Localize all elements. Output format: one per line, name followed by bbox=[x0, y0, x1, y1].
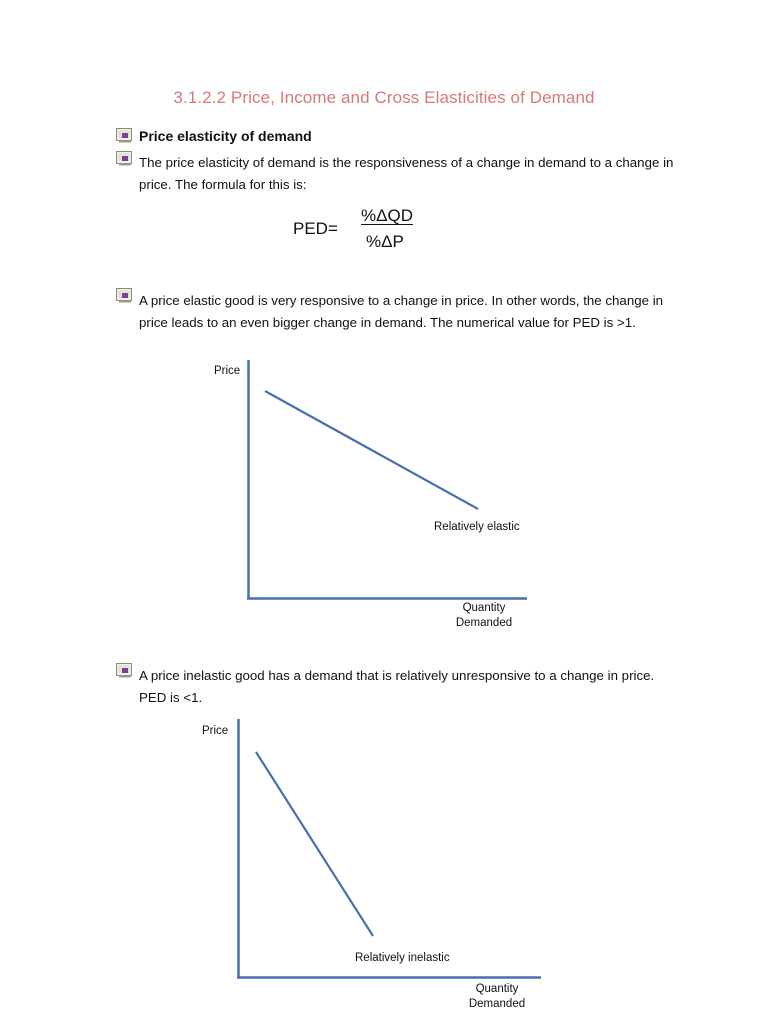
elastic-x-axis-label-line2: Demanded bbox=[455, 617, 513, 629]
inelastic-x-axis-label bbox=[465, 982, 529, 1012]
inelastic-paragraph: A price inelastic good has a demand that is relatively unresponsive to a change in price. PED is <1. bbox=[139, 668, 655, 705]
inelastic-x-axis-label-line1: Quantity bbox=[475, 983, 519, 995]
inelastic-y-axis-label: Price bbox=[202, 725, 229, 737]
elastic-y-axis-label: Price bbox=[214, 365, 241, 377]
inelastic-x-axis-label-line2: Demanded bbox=[468, 998, 526, 1010]
elastic-curve-label: Relatively elastic bbox=[434, 521, 520, 533]
formula-lhs: PED= bbox=[293, 219, 338, 238]
inelastic-demand-curve bbox=[256, 752, 373, 936]
section-heading: Price elasticity of demand bbox=[139, 128, 312, 144]
page-title: 3.1.2.2 Price, Income and Cross Elasticities of Demand bbox=[173, 88, 595, 107]
elastic-paragraph: A price elastic good is very responsive to a change in price. In other words, the change in price leads to an even bigger change in demand. The numerical value for PED is >1. bbox=[139, 293, 664, 330]
definition-paragraph: The price elasticity of demand is the responsiveness of a change in demand to a change in price. The formula for this is: bbox=[139, 155, 674, 192]
formula-denominator: %ΔP bbox=[366, 232, 404, 251]
elastic-x-axis-label-line1: Quantity bbox=[462, 602, 506, 614]
formula-numerator: %ΔQD bbox=[361, 206, 413, 225]
inelastic-curve-label: Relatively inelastic bbox=[355, 952, 450, 964]
